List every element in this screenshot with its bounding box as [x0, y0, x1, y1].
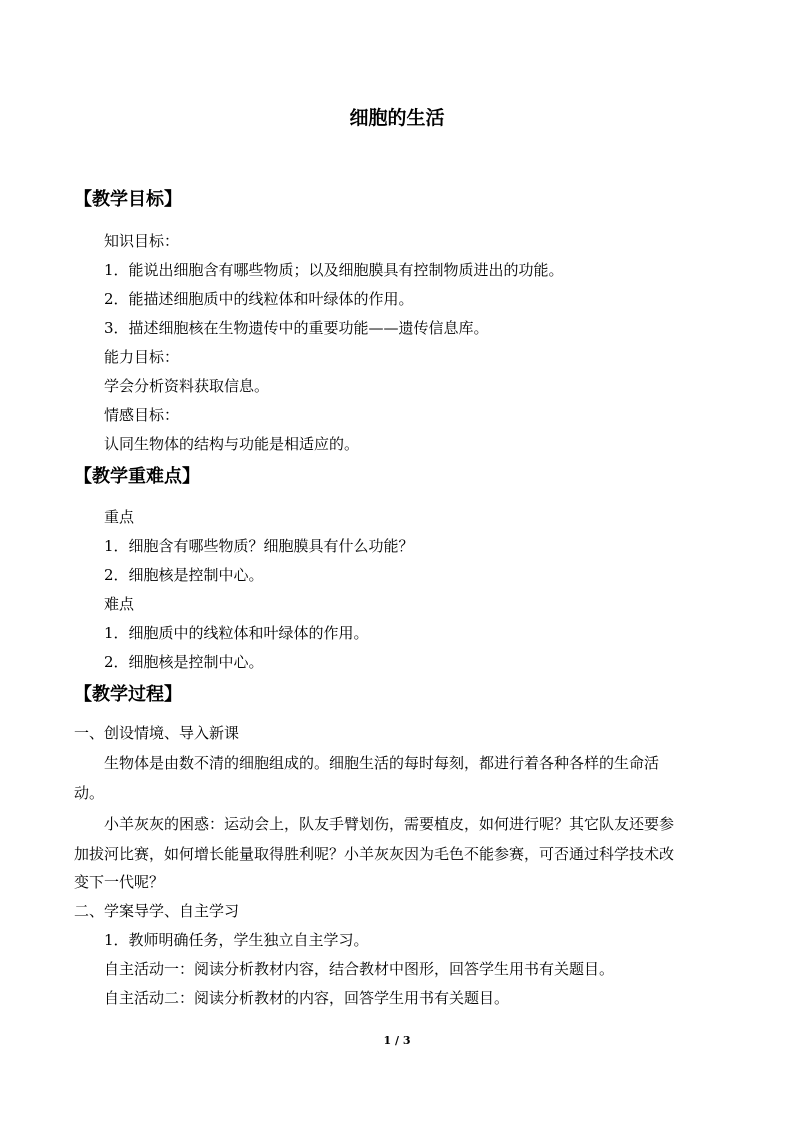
emotion-goals-text: 认同生物体的结构与功能是相适应的。: [104, 435, 360, 453]
process-paragraph-line: 小羊灰灰的困惑：运动会上，队友手臂划伤，需要植皮，如何进行呢？其它队友还要参: [104, 815, 675, 833]
process-part-title: 一、创设情境、导入新课: [74, 724, 240, 742]
key-point-item: 2．细胞核是控制中心。: [104, 566, 264, 584]
knowledge-goals-label: 知识目标：: [104, 232, 180, 250]
knowledge-goal-item: 2．能描述细胞质中的线粒体和叶绿体的作用。: [104, 290, 414, 308]
process-paragraph-line: 变下一代呢？: [74, 873, 165, 891]
knowledge-goal-item: 3．描述细胞核在生物遗传中的重要功能——遗传信息库。: [104, 319, 489, 337]
ability-goals-label: 能力目标：: [104, 348, 180, 366]
section-heading-key-points: 【教学重难点】: [74, 466, 200, 487]
process-paragraph-line: 动。: [74, 784, 105, 802]
process-activity: 自主活动一：阅读分析教材内容，结合教材中图形，回答学生用书有关题目。: [104, 960, 615, 978]
process-paragraph-line: 加拔河比赛，如何增长能量取得胜利呢？小羊灰灰因为毛色不能参赛，可否通过科学技术改: [74, 845, 675, 863]
process-part-title: 二、学案导学、自主学习: [74, 902, 240, 920]
key-point-item: 1．细胞含有哪些物质？细胞膜具有什么功能？: [104, 537, 414, 555]
process-paragraph-line: 生物体是由数不清的细胞组成的。细胞生活的每时每刻，都进行着各种各样的生命活: [104, 754, 660, 772]
key-points-label: 重点: [104, 508, 135, 526]
difficult-point-item: 2．细胞核是控制中心。: [104, 653, 264, 671]
section-heading-goals: 【教学目标】: [74, 189, 182, 210]
process-activity: 自主活动二：阅读分析教材的内容，回答学生用书有关题目。: [104, 989, 510, 1007]
page-number: 1 / 3: [383, 1034, 411, 1047]
process-item: 1．教师明确任务，学生独立自主学习。: [104, 931, 369, 949]
difficult-points-label: 难点: [104, 595, 135, 613]
difficult-point-item: 1．细胞质中的线粒体和叶绿体的作用。: [104, 624, 369, 642]
section-heading-process: 【教学过程】: [74, 684, 182, 705]
knowledge-goal-item: 1．能说出细胞含有哪些物质；以及细胞膜具有控制物质进出的功能。: [104, 261, 564, 279]
emotion-goals-label: 情感目标：: [104, 406, 180, 424]
ability-goals-text: 学会分析资料获取信息。: [104, 377, 270, 395]
document-title: 细胞的生活: [349, 107, 445, 129]
